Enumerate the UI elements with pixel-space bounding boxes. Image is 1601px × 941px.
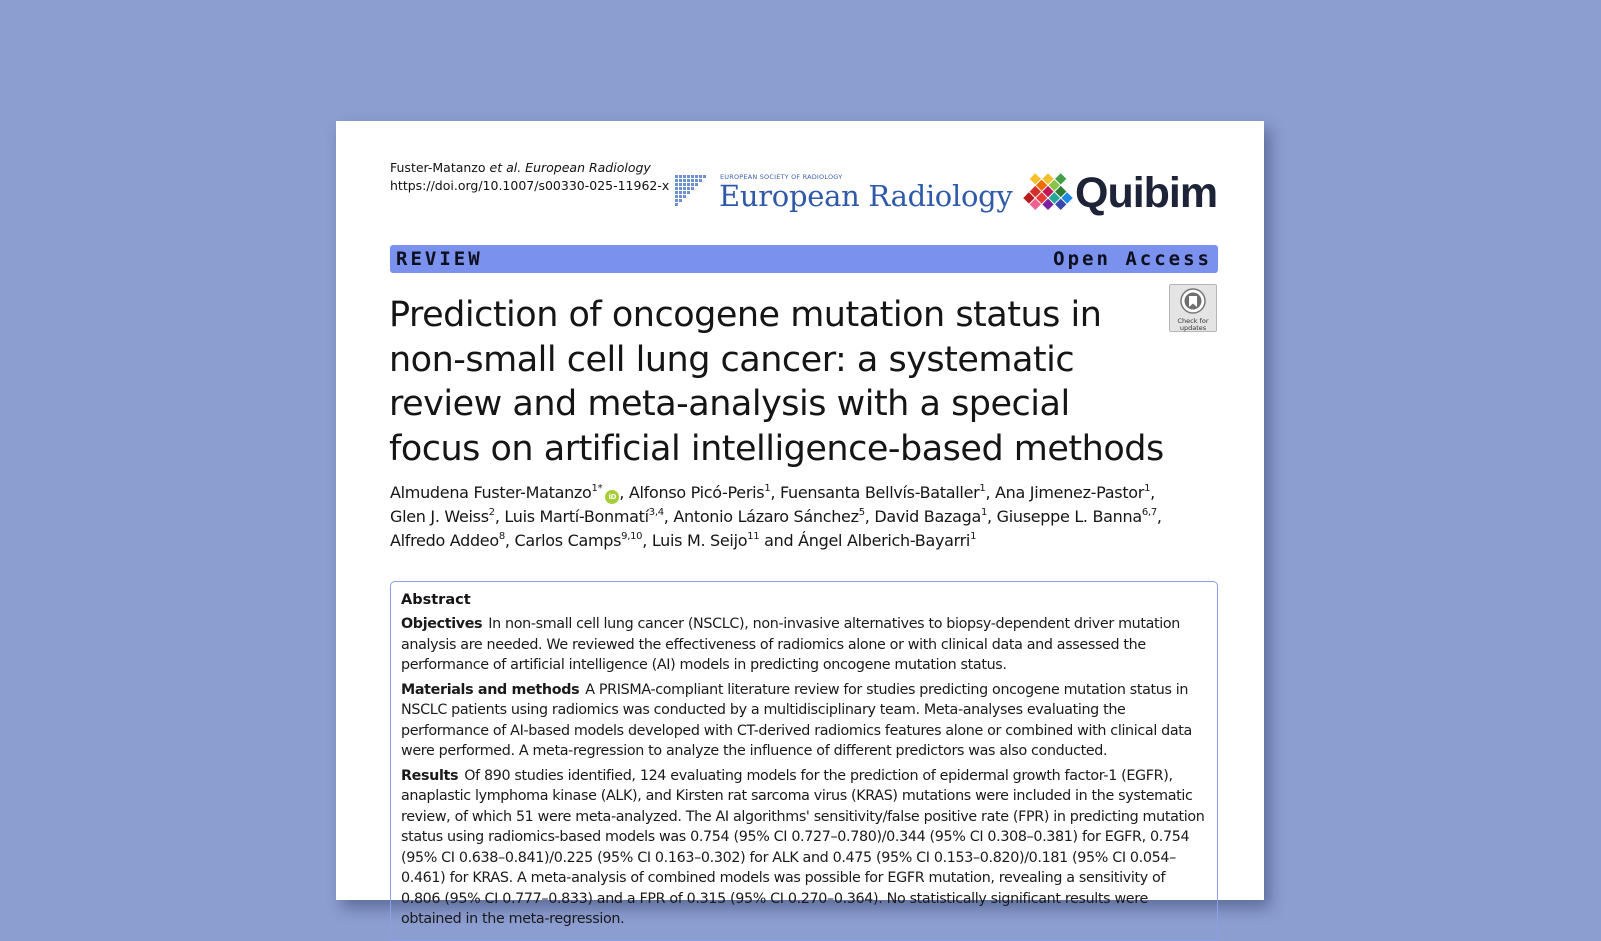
author-affiliation: 1* xyxy=(591,483,603,494)
author-list xyxy=(390,481,1190,553)
author-name-text: Fuensanta Bellvís-Bataller xyxy=(779,483,980,502)
author-name[interactable] xyxy=(652,531,760,550)
author-name-text: Antonio Lázaro Sánchez xyxy=(673,507,859,526)
citation-author: Fuster-Matanzo xyxy=(390,160,486,175)
author-affiliation: 9,10 xyxy=(621,531,643,542)
author-name-text: Luis Martí-Bonmatí xyxy=(504,507,649,526)
check-updates-line2: updates xyxy=(1179,324,1207,332)
author-name-text: Alfredo Addeo xyxy=(390,531,499,550)
author-separator: , xyxy=(619,483,629,502)
author-affiliation: 5 xyxy=(858,507,865,518)
author-affiliation: 8 xyxy=(498,531,505,542)
author-name[interactable] xyxy=(514,531,642,550)
author-separator: , xyxy=(1150,483,1155,502)
article-title: Prediction of oncogene mutation status in non-small cell lung cancer: a systematic review and meta-analysis with a special focus on artificial intelligence-based methods xyxy=(389,295,1164,469)
author-affiliation: 11 xyxy=(747,531,760,542)
author-name[interactable] xyxy=(995,483,1150,502)
author-separator: , xyxy=(770,483,780,502)
er-grid-icon xyxy=(675,175,707,207)
author-affiliation: 2 xyxy=(488,507,495,518)
author-name[interactable] xyxy=(390,531,505,550)
author-name-text: Ana Jimenez-Pastor xyxy=(995,483,1145,502)
author-name[interactable] xyxy=(504,507,663,526)
author-name[interactable] xyxy=(390,507,495,526)
citation-journal: European Radiology xyxy=(525,160,651,175)
author-separator: , xyxy=(642,531,652,550)
abstract-methods xyxy=(401,680,1207,762)
paper-page xyxy=(336,121,1264,927)
author-name[interactable] xyxy=(390,483,619,502)
article-type-label: REVIEW xyxy=(396,248,483,270)
author-separator: , xyxy=(864,507,875,526)
author-name[interactable] xyxy=(629,483,771,502)
abstract-results xyxy=(401,766,1207,930)
author-affiliation: 1 xyxy=(1144,483,1151,494)
abstract-section-label: Materials and methods xyxy=(401,681,580,698)
author-separator: , xyxy=(987,507,997,526)
abstract-section-text: A PRISMA-compliant literature review for studies predicting oncogene mutation status in NSCLC patients using radiomics was conducted by a multidisciplinary team. Meta-analyses evaluating the performance of AI-based models developed with CT-derived radiomics features alone or combined with clinical data were performed. A meta-regression to analyze the influence of different predictors was also conducted. xyxy=(401,681,1192,759)
check-updates-line1: Check for xyxy=(1177,317,1209,325)
abstract-objectives xyxy=(401,614,1207,676)
author-affiliation: 1 xyxy=(979,483,986,494)
author-name-text: Luis M. Seijo xyxy=(651,531,748,550)
author-name-text: Glen J. Weiss xyxy=(390,507,489,526)
er-journal-name: European Radiology xyxy=(719,179,1013,213)
abstract-section-label: Objectives xyxy=(401,616,483,632)
author-name-text: Giuseppe L. Banna xyxy=(996,507,1142,526)
author-affiliation: 3,4 xyxy=(648,507,664,518)
author-affiliation: 1 xyxy=(980,507,988,518)
author-separator: , xyxy=(1156,507,1162,526)
author-name-text: Ángel Alberich-Bayarri xyxy=(798,531,971,550)
quibim-wordmark: Quibim xyxy=(1075,169,1218,217)
citation-line xyxy=(390,159,669,177)
author-name-text: Carlos Camps xyxy=(514,531,622,550)
european-radiology-logo xyxy=(675,171,1013,219)
orcid-icon[interactable]: iD xyxy=(605,490,619,504)
crossmark-icon xyxy=(1180,288,1206,314)
author-separator: , xyxy=(663,507,674,526)
citation-block xyxy=(390,159,669,195)
author-separator: and xyxy=(759,531,799,550)
author-name-text: Alfonso Picó-Peris xyxy=(628,483,765,502)
author-affiliation: 1 xyxy=(764,483,771,494)
author-affiliation: 6,7 xyxy=(1141,507,1157,518)
author-name-text: David Bazaga xyxy=(874,507,981,526)
quibim-logo xyxy=(1018,163,1218,227)
author-separator: , xyxy=(985,483,996,502)
author-name[interactable] xyxy=(780,483,986,502)
author-name[interactable] xyxy=(673,507,864,526)
article-type-banner xyxy=(390,245,1218,273)
abstract-heading: Abstract xyxy=(401,592,471,608)
quibim-mosaic-icon xyxy=(1018,163,1078,223)
author-name-text: Almudena Fuster-Matanzo xyxy=(390,483,592,502)
author-name[interactable] xyxy=(874,507,987,526)
author-separator: , xyxy=(494,507,505,526)
open-access-label: Open Access xyxy=(1053,248,1212,270)
check-for-updates-button[interactable] xyxy=(1169,284,1217,332)
abstract-section-text: In non-small cell lung cancer (NSCLC), non-invasive alternatives to biopsy-dependent driver mutation analysis are needed. We reviewed the effectiveness of radiomics alone or with clinical data and assessed the performance of artificial intelligence (AI) models in predicting oncogene mutation status. xyxy=(401,616,1181,673)
citation-etal: et al. xyxy=(489,160,522,175)
abstract-section-text: Of 890 studies identified, 124 evaluating models for the prediction of epidermal growth factor-1 (EGFR), anaplastic lymphoma kinase (ALK), and Kirsten rat sarcoma virus (KRAS) mutations were included in the systematic review, of which 51 were meta-analyzed. The AI algorithms' sensitivity/false positive rate (FPR) in predicting mutation status using radiomics-based models was 0.754 (95% CI 0.727–0.780)/0.344 (95% CI 0.308–0.381) for EGFR, 0.754 (95% CI 0.638–0.841)/0.225 (95% CI 0.163–0.302) for ALK and 0.475 (95% CI 0.153–0.820)/0.181 (95% CI 0.054–0.461) for KRAS. A meta-analysis of combined models was possible for EGFR mutation, revealing a sensitivity of 0.806 (95% CI 0.777–0.833) and a FPR of 0.315 (95% CI 0.270–0.364). No statistically significant results were obtained in the meta-regression. xyxy=(401,767,1205,927)
author-affiliation: 1 xyxy=(970,531,977,542)
author-name[interactable] xyxy=(798,531,976,550)
er-society-text: EUROPEAN SOCIETY OF RADIOLOGY xyxy=(720,173,843,181)
author-separator: , xyxy=(504,531,515,550)
abstract-section-label: Results xyxy=(401,767,459,784)
author-name[interactable] xyxy=(997,507,1157,526)
abstract-box xyxy=(390,581,1218,941)
doi-link[interactable]: https://doi.org/10.1007/s00330-025-11962-x xyxy=(390,178,670,193)
